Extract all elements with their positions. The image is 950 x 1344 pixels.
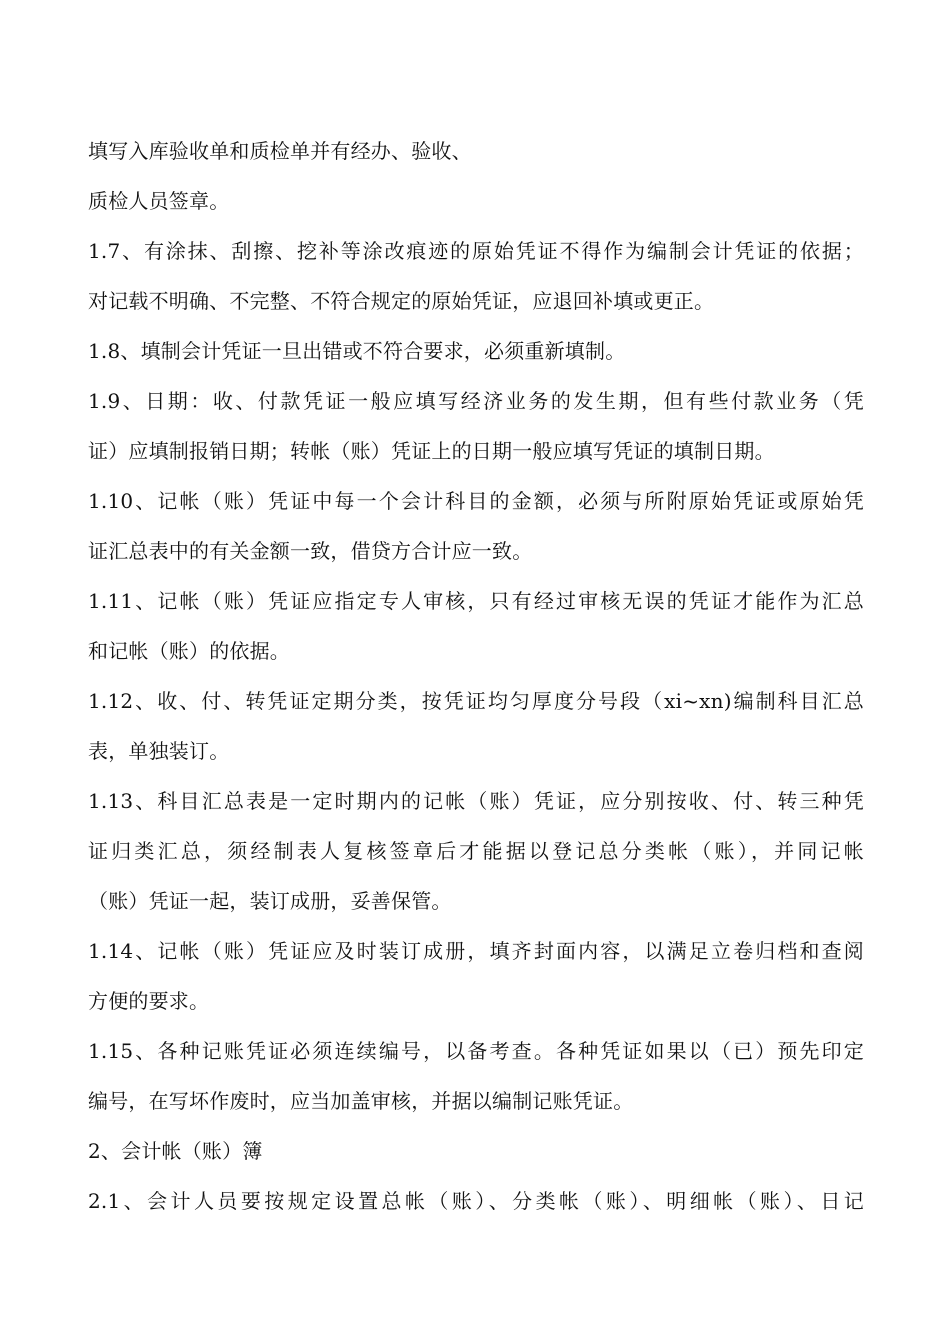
text-line-4: 对记载不明确、不完整、不符合规定的原始凭证，应退回补填或更正。 — [88, 289, 715, 313]
text-line-14: 1.13、科目汇总表是一定时期内的记帐（账）凭证，应分别按收、付、转三种凭 — [88, 789, 864, 813]
text-line-1: 填写入库验收单和质检单并有经办、验收、 — [88, 139, 472, 163]
text-line-15: 证归类汇总，须经制表人复核签章后才能据以登记总分类帐（账），并同记帐 — [88, 839, 864, 863]
text-line-10: 1.11、记帐（账）凭证应指定专人审核，只有经过审核无误的凭证才能作为汇总 — [88, 589, 864, 613]
text-line-7: 证）应填制报销日期；转帐（账）凭证上的日期一般应填写凭证的填制日期。 — [88, 439, 775, 463]
text-line-16: （账）凭证一起，装订成册，妥善保管。 — [88, 889, 452, 913]
text-line-6: 1.9、日期：收、付款凭证一般应填写经济业务的发生期，但有些付款业务（凭 — [88, 389, 864, 413]
text-line-17: 1.14、记帐（账）凭证应及时装订成册，填齐封面内容，以满足立卷归档和查阅 — [88, 939, 864, 963]
text-line-9: 证汇总表中的有关金额一致，借贷方合计应一致。 — [88, 539, 533, 563]
text-line-5: 1.8、填制会计凭证一旦出错或不符合要求，必须重新填制。 — [88, 339, 626, 363]
text-line-19: 1.15、各种记账凭证必须连续编号，以备考查。各种凭证如果以（已）预先印定 — [88, 1039, 864, 1063]
text-line-8: 1.10、记帐（账）凭证中每一个会计科目的金额，必须与所附原始凭证或原始凭 — [88, 489, 864, 513]
section-heading: 2、会计帐（账）簿 — [88, 1139, 263, 1163]
text-line-20: 编号，在写坏作废时，应当加盖审核，并据以编制记账凭证。 — [88, 1089, 634, 1113]
text-line-13: 表，单独装订。 — [88, 739, 230, 763]
text-line-22: 2.1、会计人员要按规定设置总帐（账）、分类帐（账）、明细帐（账）、日记 — [88, 1189, 864, 1213]
text-line-11: 和记帐（账）的依据。 — [88, 639, 290, 663]
text-line-12: 1.12、收、付、转凭证定期分类，按凭证均匀厚度分号段（xi~xn)编制科目汇总 — [88, 689, 864, 713]
text-line-2: 质检人员签章。 — [88, 189, 230, 213]
text-line-18: 方便的要求。 — [88, 989, 210, 1013]
text-line-3: 1.7、有涂抹、刮擦、挖补等涂改痕迹的原始凭证不得作为编制会计凭证的依据； — [88, 239, 864, 263]
